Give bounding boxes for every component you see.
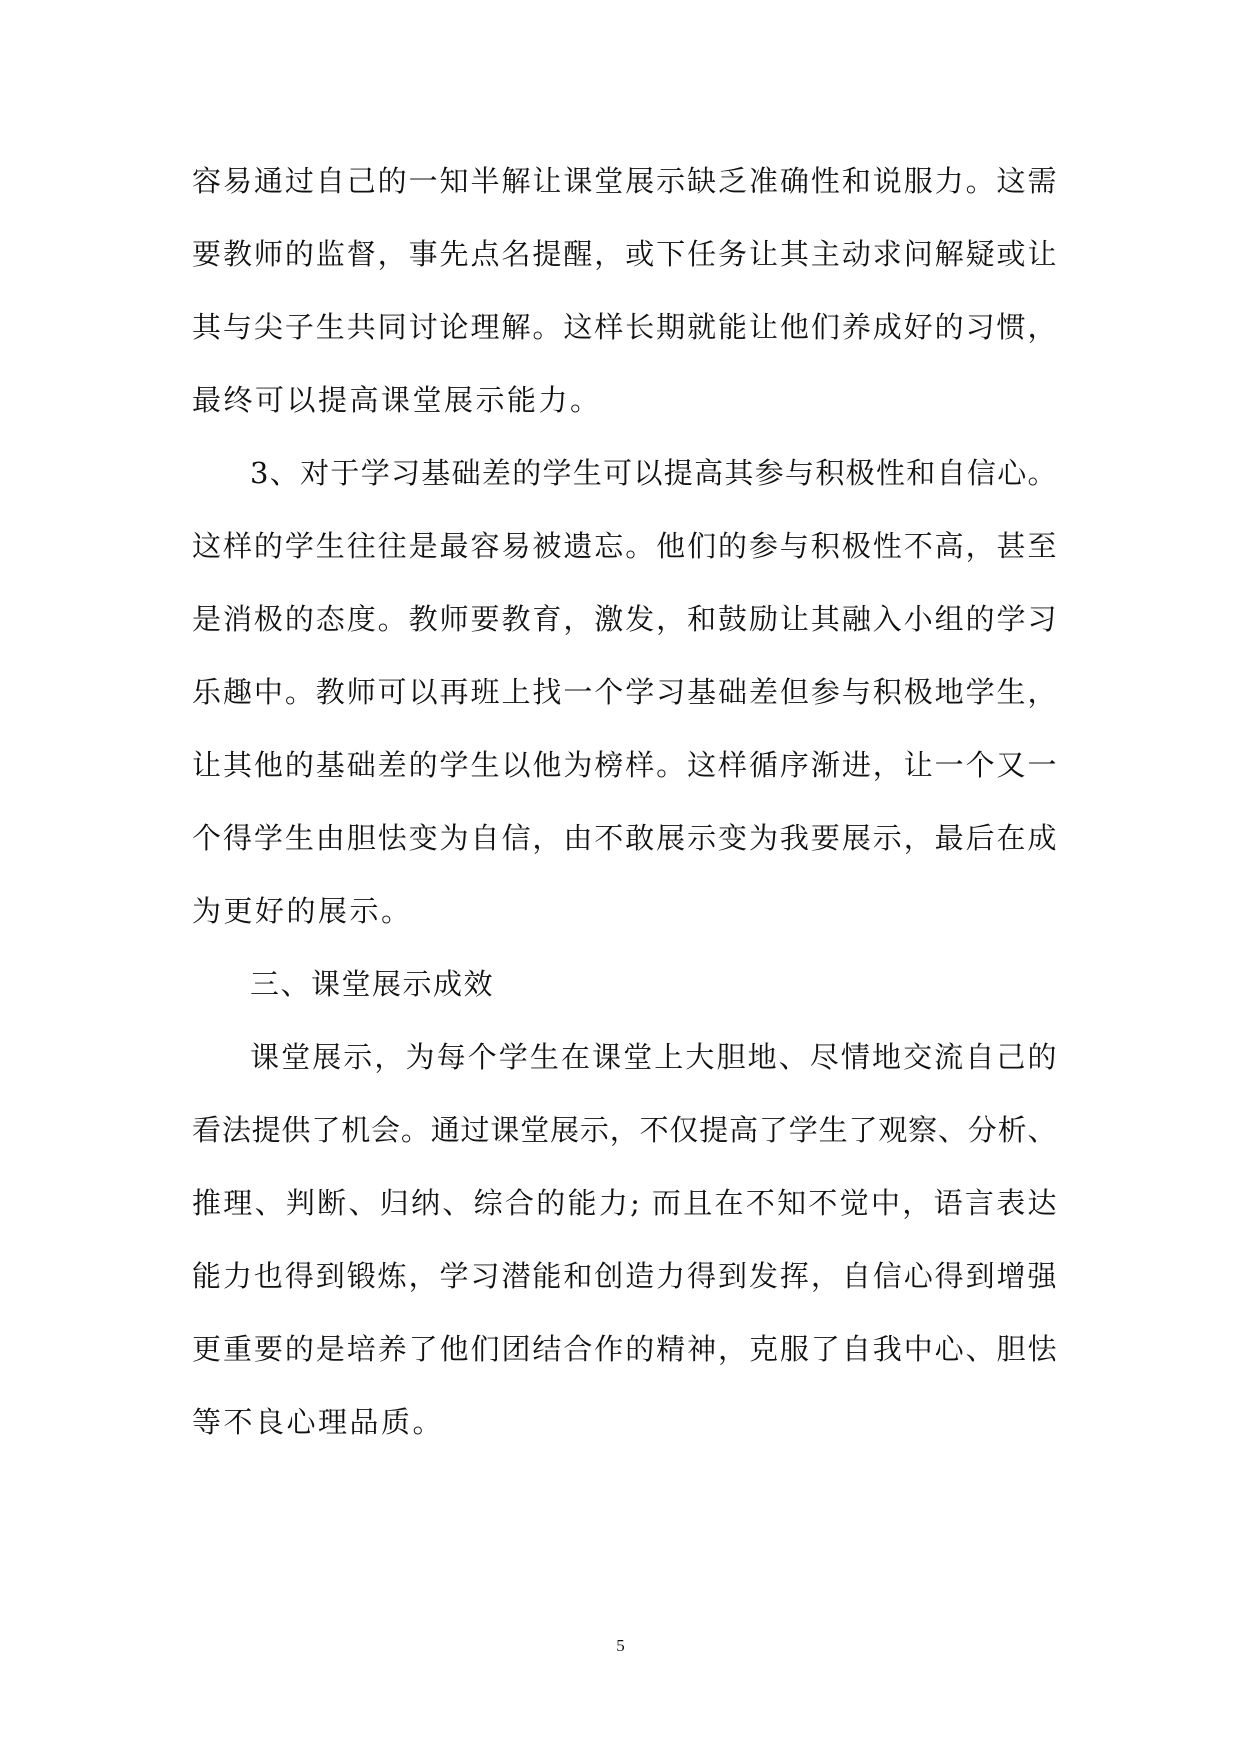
paragraph-1-line-3: 其与尖子生共同讨论理解。这样长期就能让他们养成好的习惯， [192,310,1057,344]
paragraph-1-line-2: 要教师的监督，事先点名提醒，或下任务让其主动求问解疑或让 [192,237,1057,271]
paragraph-2-line-1: 3、对于学习基础差的学生可以提高其参与积极性和自信心。 [250,456,1057,490]
paragraph-2-line-3: 是消极的态度。教师要教育，激发，和鼓励让其融入小组的学习 [192,602,1057,636]
paragraph-1-line-1: 容易通过自己的一知半解让课堂展示缺乏准确性和说服力。这需 [192,164,1057,198]
paragraph-2-line-4: 乐趣中。教师可以再班上找一个学习基础差但参与积极地学生， [192,675,1057,709]
page-number: 5 [616,1636,625,1655]
paragraph-2-line-5: 让其他的基础差的学生以他为榜样。这样循序渐进，让一个又一 [192,748,1057,782]
paragraph-2-line-7: 为更好的展示。 [192,894,413,928]
section-heading: 三、课堂展示成效 [250,967,495,1001]
paragraph-3-line-3: 推理、判断、归纳、综合的能力; 而且在不知不觉中，语言表达 [192,1186,1057,1220]
paragraph-1-line-4: 最终可以提高课堂展示能力。 [192,383,602,417]
paragraph-3-line-5: 更重要的是培养了他们团结合作的精神，克服了自我中心、胆怯 [192,1332,1057,1366]
paragraph-3-line-1: 课堂展示，为每个学生在课堂上大胆地、尽情地交流自己的 [250,1040,1057,1074]
paragraph-3-line-4: 能力也得到锻炼，学习潜能和创造力得到发挥，自信心得到增强 [192,1259,1057,1293]
paragraph-2-line-6: 个得学生由胆怯变为自信，由不敢展示变为我要展示，最后在成 [192,821,1057,855]
paragraph-3-line-6: 等不良心理品质。 [192,1405,445,1439]
paragraph-3-line-2: 看法提供了机会。通过课堂展示，不仅提高了学生了观察、分析、 [192,1113,1057,1147]
paragraph-2-line-2: 这样的学生往往是最容易被遗忘。他们的参与积极性不高，甚至 [192,529,1057,563]
